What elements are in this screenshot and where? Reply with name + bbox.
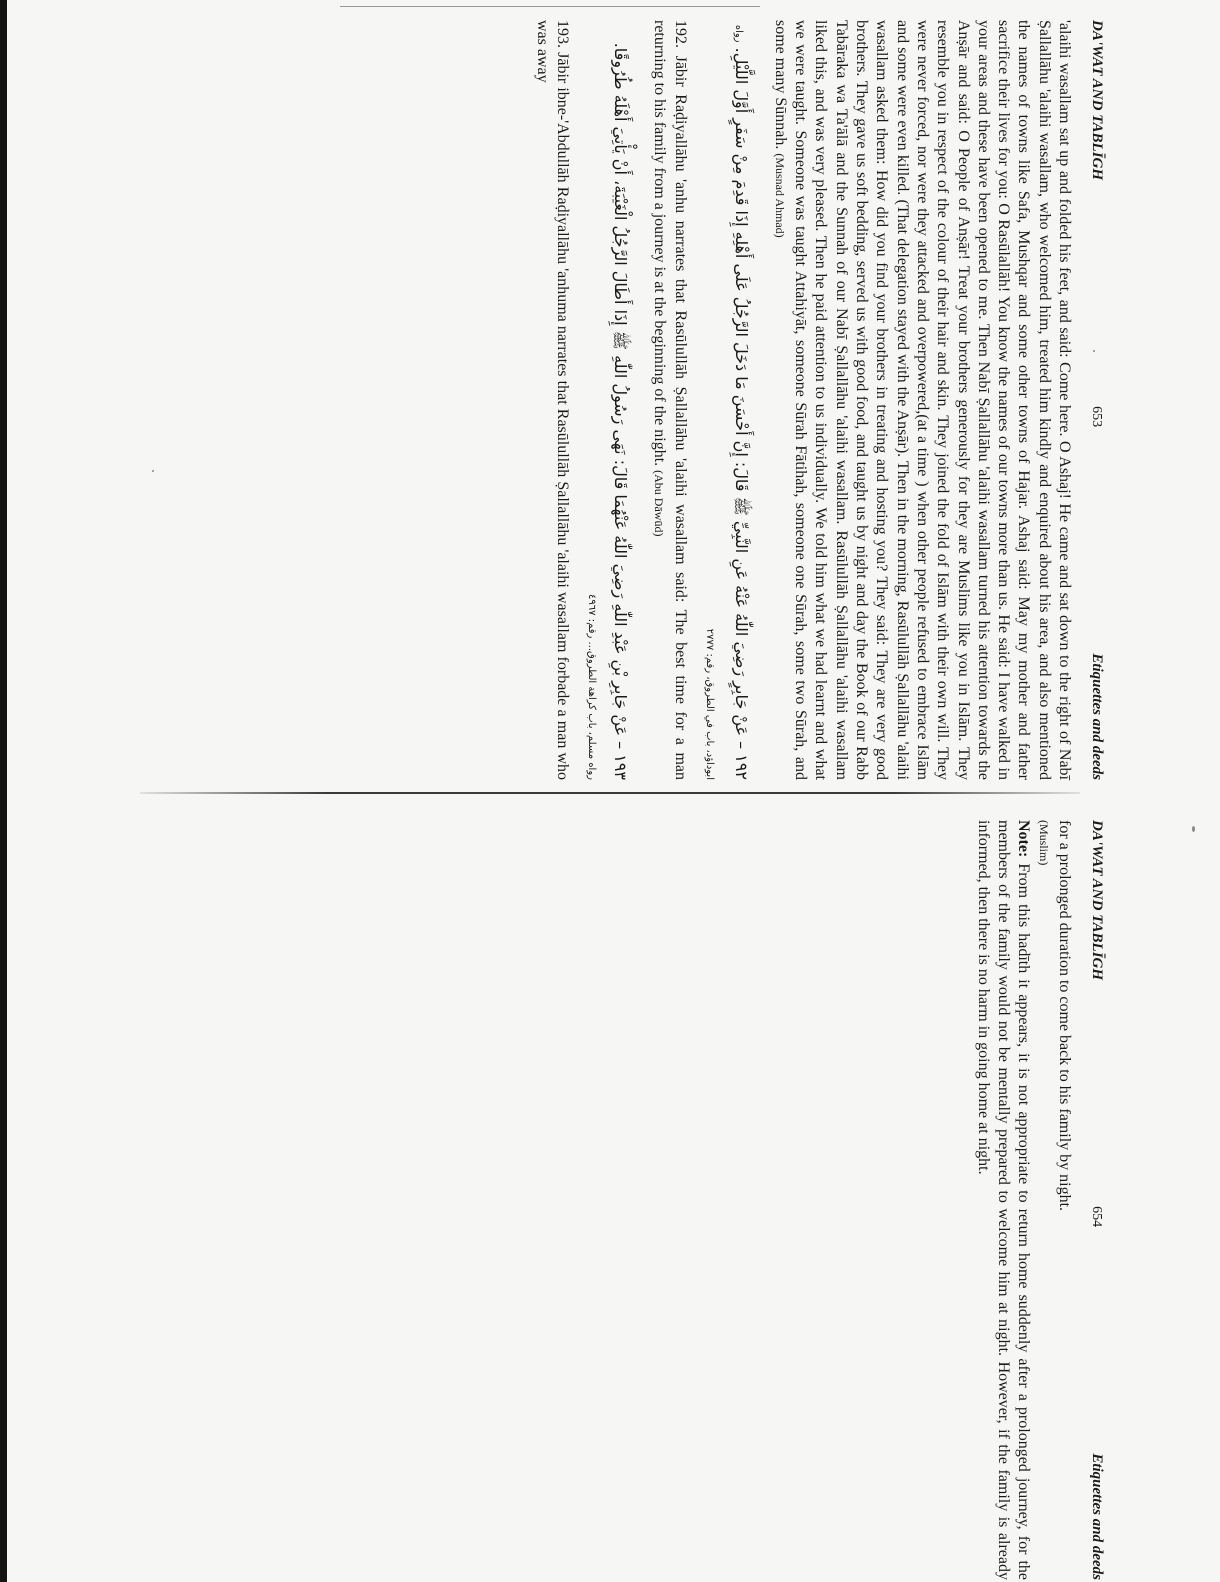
hadith-193 xyxy=(531,20,572,780)
hadith-text: 192. Jābir Raḍiyallāhu 'anhu narrates that Rasūlullāh Ṣallallāhu 'alaihi wasallam said: The best time for a man returning to his family from a journey is at the beginning of the night. xyxy=(651,20,689,780)
page-header xyxy=(1088,820,1105,1580)
hadith-193-continuation xyxy=(1033,820,1074,1580)
chapter-title: Etiquettes and deeds xyxy=(1089,1453,1105,1580)
book-title: DA'WAT AND TABLĪGH xyxy=(1089,20,1105,181)
arabic-text: ١٩٣ – عَنْ جَابِرِ بْنِ عَبْدِ اللّٰهِ رَضِيَ اللّٰهُ عَنْهُمَا قَالَ: نَهَى رَسُولُ اللّٰهِ ﷺ إِذَا أَطَالَ الرَّجُلُ الْغَيْبَةَ، أَنْ يَأْتِيَ أَهْلَهُ طُرُوقًا. xyxy=(610,42,630,780)
arabic-hadith-193 xyxy=(578,20,633,780)
narration-paragraph xyxy=(770,20,1074,780)
scan-speck xyxy=(1192,826,1195,832)
note-text: From this hadīth it appears, it is not appropriate to return home suddenly after a prolonged journey, for the members of the family would not be mentally prepared to welcome him at night. However, if the family is already informed, then there is no harm in going home at night. xyxy=(974,820,1033,1580)
note-label: Note: xyxy=(1015,820,1033,858)
arabic-hadith-192 xyxy=(696,20,754,780)
page-653 xyxy=(145,20,1105,780)
page-header xyxy=(1088,20,1105,780)
arabic-text: ١٩٢ – عَنْ جَابِرٍ رَضِيَ اللّٰهُ عَنْهُ عَنِ النَّبِيِّ ﷺ قَالَ: إِنَّ أَحْسَنَ مَا دَخَلَ الرَّجُلُ عَلَى أَهْلِهِ إِذَا قَدِمَ مِنْ سَفَرٍ أَوَّلَ اللَّيْلِ. xyxy=(731,47,751,780)
page-fold-divider xyxy=(140,792,1080,794)
hadith-text: 193. Jābir ibne-'Abdullāh Raḍiyallāhu 'anhuma narrates that Rasūlullāh Ṣallallāhu 'alaihi wasallam forbade a man who was away xyxy=(533,20,571,780)
source-reference: (Abu Dāwūd) xyxy=(652,470,667,537)
page-654 xyxy=(145,820,1105,1580)
narration-text: 'alaihi wasallam sat up and folded his feet, and said: Come here. O Ashaj! He came and sat down to the right of Nabī Ṣallallāhu 'alaihi wasallam, who welcomed him, treated him kindly and enquired about his area, and also mentioned the names of towns like Safa, Mushqar and some other towns of Hajar. Ashaj said: May my mother and father sacrifice their lives for you: O Rasūlallāh! You know the names of our towns more than us. He said: I have walked in your areas and these have been opened to me. Then Nabī Ṣallallāhu 'alaihi wasallam turned his attention towards the Anṣār and said: O People of Anṣār! Treat your brothers generously for they are Muslims like you in Islām. They resemble you in respect of the colour of their hair and skin. They joined the fold of Islām with their own will. They were never forced, nor were they attacked and overpowered,(at a time ) when other people refused to embrace Islām and some were even killed. (That delegation stayed with the Anṣār). Then in the morning, Rasūlullāh Ṣallallāhu 'alaihi wasallam asked them: How did you find your brothers in treating and hosting you? They said: They are very good brothers. They gave us soft bedding, served us with good food, and taught us by night and day the Book of our Rabb Tabāraka wa Ta'ālā and the Sunnah of our Nabī Ṣallallāhu 'alaihi wasallam. Rasūlullāh Ṣallallāhu 'alaihi wasallam liked this, and was very pleased. Then he paid attention to us individually. We told him what we had learnt and what we were taught. Someone was taught Attahiyāt, someone Sūrah Fātihah, someone one Sūrah, some two Sūrah, and some many Sūnnah. xyxy=(771,20,1073,780)
chapter-title: Etiquettes and deeds xyxy=(1089,653,1105,780)
page-number: 654 xyxy=(1089,1206,1104,1228)
page-number: 653 xyxy=(1089,406,1104,428)
source-reference: (Muslim) xyxy=(1036,820,1051,866)
scan-top-line xyxy=(340,6,760,7)
source-reference: (Musnad Ahmad) xyxy=(772,153,787,238)
note-paragraph xyxy=(973,820,1034,1580)
arabic-reference: رواه ابوداؤد، باب في الطروق، رقم: ٢٧٧٧ xyxy=(703,24,744,780)
hadith-text: for a prolonged duration to come back to his family by night. xyxy=(1056,820,1073,1212)
hadith-192 xyxy=(649,20,690,780)
arabic-reference: رواه مسلم، باب كراهة الطروق... رقم: ٤٩٦٧ xyxy=(585,594,597,780)
scan-left-edge xyxy=(0,0,7,1582)
book-title: DA'WAT AND TABLĪGH xyxy=(1089,820,1105,981)
